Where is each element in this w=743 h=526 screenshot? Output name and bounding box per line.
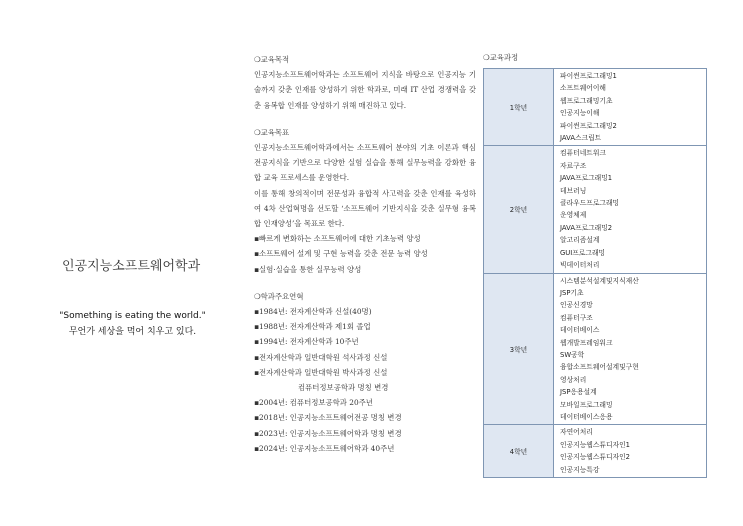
course-item: 운영체제 — [560, 211, 587, 220]
department-title: 인공지능소프트웨어학과 — [62, 259, 201, 274]
left-panel — [0, 0, 240, 526]
grade-label: 1학년 — [484, 69, 554, 146]
objective-text-1: 인공지능소프트웨어학과에서는 소프트웨어 분야의 기초 이론과 핵심 전공지식을 기반으로 다양한 실험 실습을 통해 실무능력을 강화한 융합 교육 프로세스를 운영한다. — [254, 143, 476, 183]
course-item: 웹프로그래밍기초 — [560, 96, 613, 105]
course-item: 컴퓨터구조 — [560, 313, 593, 322]
course-item: 웹개발프레임워크 — [560, 338, 613, 347]
spacer — [254, 277, 476, 289]
history-item: ▪2023년: 인공지능소프트웨어학과 명칭 변경 — [254, 428, 402, 438]
course-item: 빅데이터처리 — [560, 261, 600, 270]
curriculum-table — [483, 68, 707, 478]
course-item: 인공지능특강 — [560, 465, 600, 474]
course-item: GUI프로그래밍 — [560, 248, 606, 257]
objective-bullet: ▪빠르게 변화하는 소프트웨어에 대한 기초능력 양성 — [254, 234, 421, 244]
course-list — [554, 146, 707, 273]
curriculum-row — [484, 425, 707, 478]
history-item: ▪1984년: 전자계산학과 신설(40명) — [254, 307, 372, 317]
section-title-goal: ❍교육목적 — [254, 55, 290, 64]
spacer — [254, 113, 476, 125]
course-item: 데이터베이스응용 — [560, 412, 613, 421]
history-item: ▪1988년: 전자계산학과 제1회 졸업 — [254, 322, 371, 332]
course-item: 파이썬프로그래밍2 — [560, 121, 617, 130]
grade-label: 3학년 — [484, 273, 554, 425]
course-item: SW공학 — [560, 350, 585, 359]
history-item: ▪전자계산학과 일반대학원 석사과정 신설 — [254, 352, 388, 362]
grade-label: 4학년 — [484, 425, 554, 478]
history-subitem: 컴퓨터정보공학과 명칭 변경 — [298, 383, 389, 393]
history-item: ▪1994년: 전자계산학과 10주년 — [254, 337, 359, 347]
slogan-korean: 무언가 세상을 먹어 치우고 있다. — [68, 327, 197, 337]
history-item: ▪전자계산학과 일반대학원 박사과정 신설 — [254, 367, 388, 377]
course-item: 자료구조 — [560, 161, 587, 170]
course-item: 파이썬프로그래밍1 — [560, 72, 617, 80]
slogan-english: "Something is eating the world." — [59, 311, 206, 321]
history-item: ▪2018년: 인공지능소프트웨어전공 명칭 변경 — [254, 413, 402, 423]
course-item: 클라우드프로그래밍 — [560, 199, 620, 208]
objective-bullet: ▪소프트웨어 설계 및 구현 능력을 갖춘 전문 능력 양성 — [254, 249, 428, 259]
course-item: 융합소프트웨어설계및구현 — [560, 363, 639, 372]
section-title-history: ❍학과주요연혁 — [254, 291, 304, 301]
course-item: JSP기초 — [560, 288, 584, 297]
course-item: 소프트웨어이해 — [560, 84, 606, 93]
course-item: 컴퓨터네트워크 — [560, 149, 606, 158]
goal-text: 인공지능소프트웨어학과는 소프트웨어 지식을 바탕으로 인공지능 기술까지 갖춘 인재를 양성하기 위한 학과로, 미래 IT 산업 경쟁력을 갖춘 융복합 인재를 양성하기 위해 매진하고 있다. — [254, 70, 476, 110]
curriculum-row — [484, 69, 707, 146]
course-list — [554, 425, 707, 478]
course-item: 인공지능이해 — [560, 109, 600, 118]
course-item: 알고리즘설계 — [560, 236, 600, 245]
course-item: JSP응용설계 — [560, 388, 597, 397]
course-item: 데브러닝 — [560, 186, 587, 195]
course-item: 자연어처리 — [560, 428, 593, 437]
course-item: JAVA프로그래밍2 — [560, 223, 613, 232]
course-item: 영상처리 — [560, 375, 587, 384]
curriculum-row — [484, 273, 707, 425]
course-item: 인공지능웹스튜디자인2 — [560, 453, 630, 462]
curriculum-row — [484, 146, 707, 273]
course-list — [554, 69, 707, 146]
course-item: 데이터베이스 — [560, 326, 600, 335]
course-item: JAVA프로그래밍1 — [560, 174, 613, 183]
course-item: JAVA스크립트 — [560, 134, 602, 143]
history-item: ▪2024년: 인공지능소프트웨어학과 40주년 — [254, 443, 395, 453]
course-item: 인공신경망 — [560, 301, 593, 310]
objective-text-2: 이를 통해 창의적이며 전문성과 융합적 사고력을 갖춘 인재를 육성하여 4차 산업혁명을 선도할 ‘소프트웨어 기반지식을 갖춘 실무형 융복합 인재양성’을 목표로 한다. — [254, 188, 476, 229]
middle-column — [254, 52, 476, 456]
course-item: 인공지능웹스튜디자인1 — [560, 440, 630, 449]
objective-bullet: ▪실험·실습을 통한 실무능력 양성 — [254, 264, 362, 274]
course-item: 모바일프로그래밍 — [560, 400, 613, 409]
section-title-objective: ❍교육목표 — [254, 127, 290, 137]
grade-label: 2학년 — [484, 146, 554, 273]
course-item: 시스템분석설계및지식재산 — [560, 276, 639, 285]
course-list — [554, 273, 707, 425]
section-title-curriculum: ❍교육과정 — [483, 53, 519, 62]
history-item: ▪2004년: 컴퓨터정보공학과 20주년 — [254, 398, 373, 408]
